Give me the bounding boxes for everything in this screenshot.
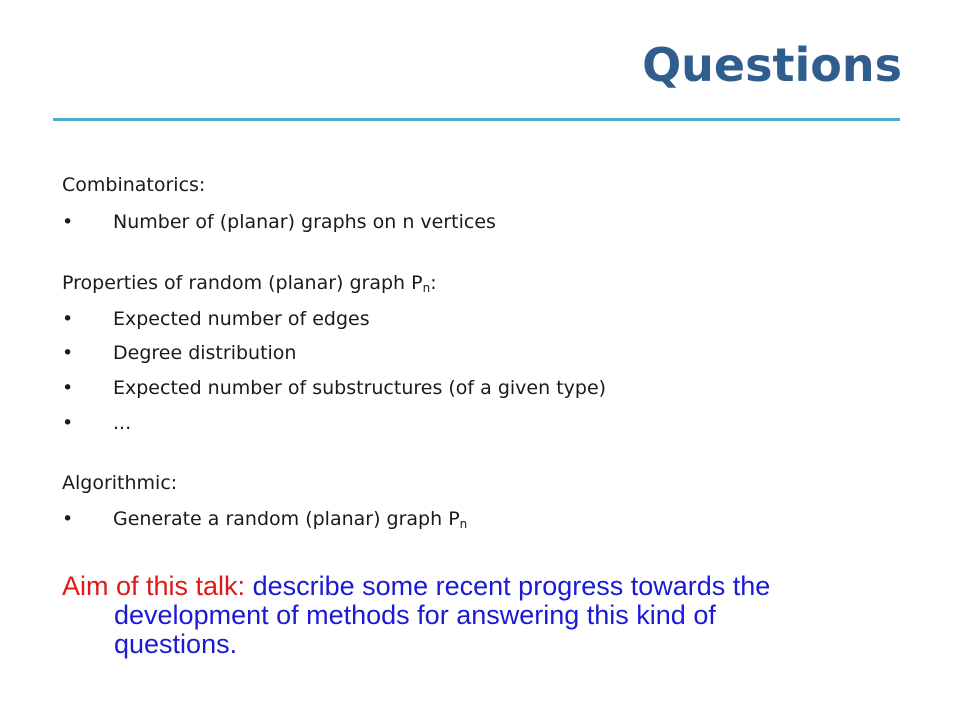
- properties-heading-text: Properties of random (planar) graph P: [62, 272, 423, 294]
- bullet-icon: •: [62, 308, 74, 330]
- algorithmic-bullet-text: Generate a random (planar) graph P: [113, 508, 460, 530]
- bullet-text: [113, 508, 467, 531]
- aim-lead: Aim of this talk:: [62, 571, 246, 601]
- bullet-text: Expected number of edges: [113, 308, 370, 330]
- aim-text: describe some recent progress towards the: [245, 571, 771, 601]
- bullet-text: Expected number of substructures (of a given type): [113, 377, 607, 399]
- algorithmic-heading: Algorithmic:: [62, 472, 178, 494]
- bullet-icon: •: [62, 412, 74, 434]
- aim-statement: [62, 572, 942, 659]
- title-divider: [53, 118, 900, 121]
- bullet-text: Number of (planar) graphs on n vertices: [113, 211, 496, 233]
- algorithmic-bullet-subscript: n: [459, 517, 468, 531]
- bullet-icon: •: [62, 377, 74, 399]
- combinatorics-heading: Combinatorics:: [62, 174, 206, 196]
- aim-line-3: questions.: [114, 629, 238, 659]
- slide-title: Questions: [642, 38, 902, 92]
- properties-heading: [62, 272, 437, 295]
- bullet-icon: •: [62, 508, 74, 530]
- aim-line-1: [62, 572, 942, 601]
- aim-line-2: development of methods for answering this kind of: [114, 600, 716, 630]
- properties-heading-subscript: n: [422, 281, 431, 295]
- properties-heading-colon: :: [430, 272, 437, 294]
- bullet-text: ...: [113, 412, 132, 434]
- bullet-icon: •: [62, 342, 74, 364]
- bullet-icon: •: [62, 211, 74, 233]
- bullet-text: Degree distribution: [113, 342, 297, 364]
